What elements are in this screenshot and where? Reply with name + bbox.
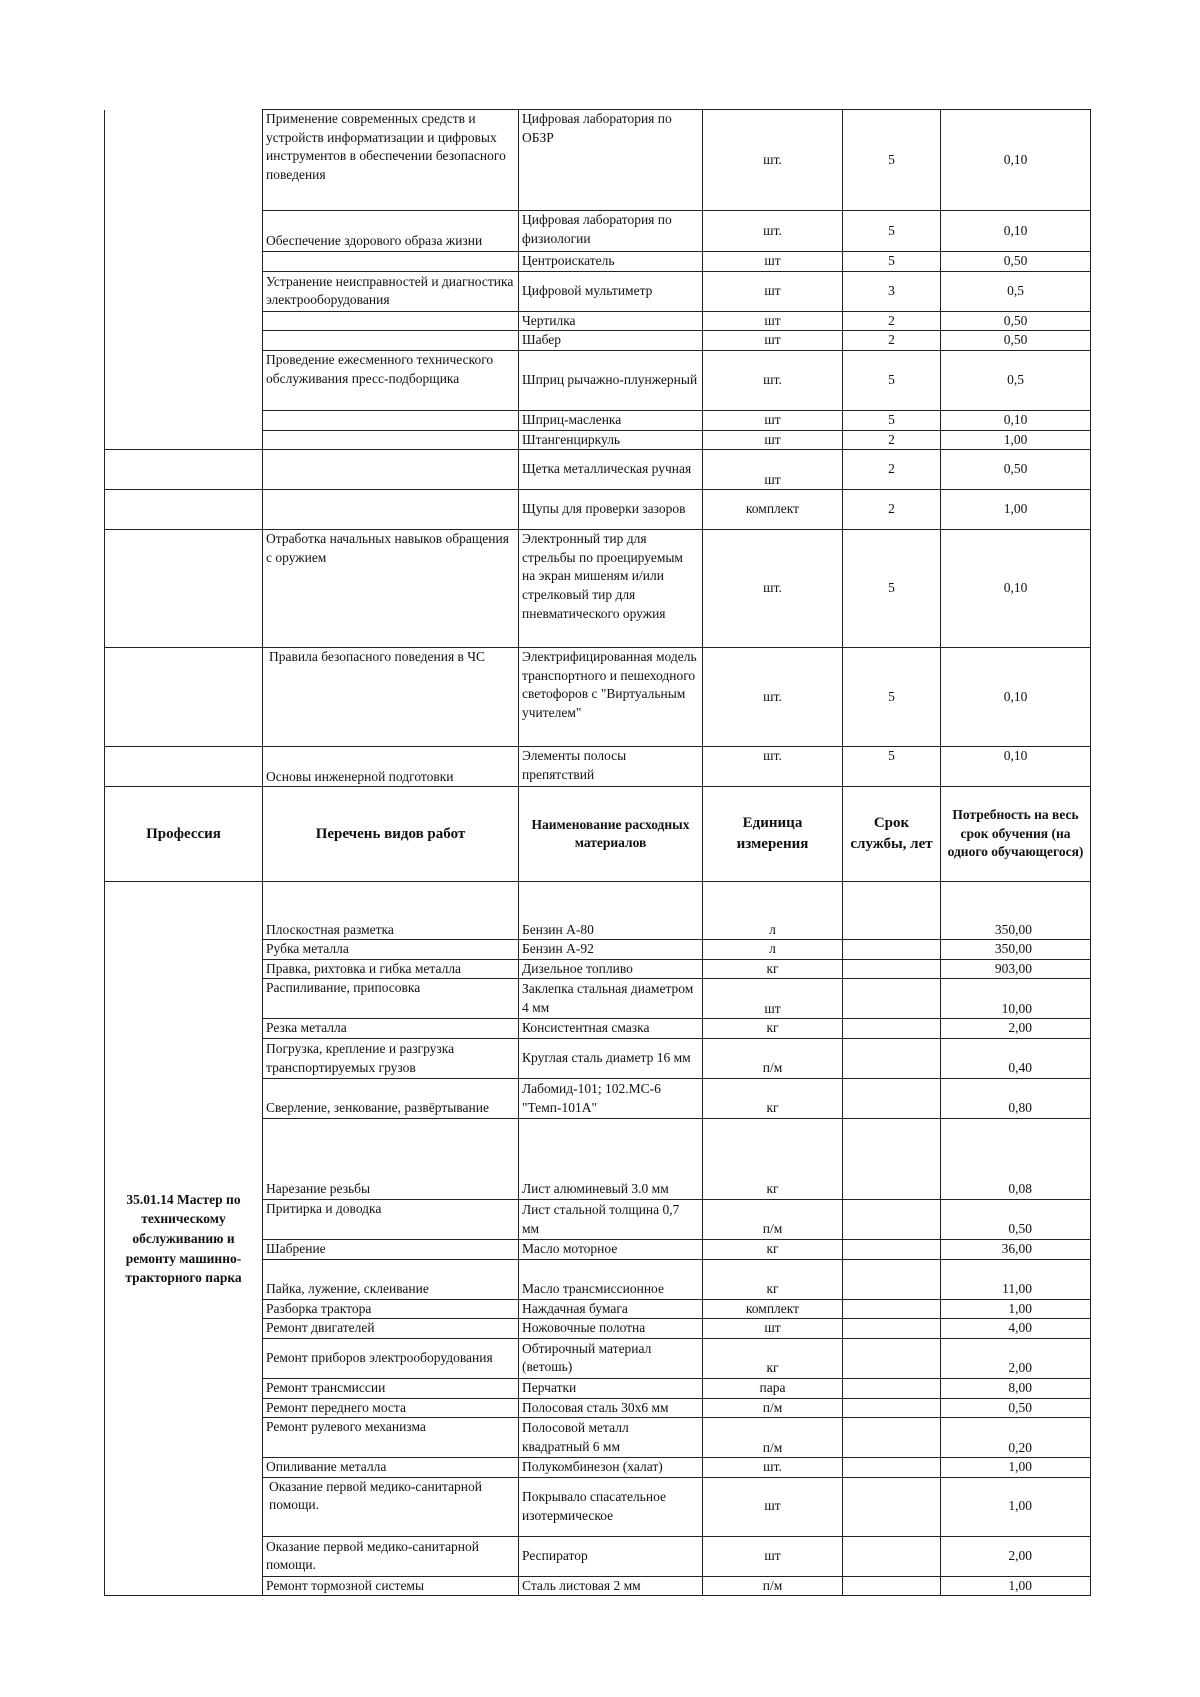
materials-table — [104, 109, 1091, 1596]
need-cell: 1,00 — [941, 490, 1091, 530]
work-cell: Распиливание, припосовка — [263, 979, 519, 1019]
unit-cell: шт — [703, 450, 843, 490]
need-cell: 0,5 — [941, 350, 1091, 410]
work-cell: Устранение неисправностей и диагностика электрооборудования — [263, 271, 519, 311]
work-cell: Оказание первой медико-санитарной помощи. — [263, 1536, 519, 1576]
profession-cell-empty — [105, 450, 263, 490]
need-cell: 0,40 — [941, 1039, 1091, 1079]
material-cell: Штангенциркуль — [519, 430, 703, 450]
term-cell-empty — [843, 1039, 941, 1079]
unit-cell: шт — [703, 1319, 843, 1339]
work-cell: Ремонт переднего моста — [263, 1398, 519, 1418]
material-cell: Бензин А-92 — [519, 940, 703, 960]
material-cell: Круглая сталь диаметр 16 мм — [519, 1039, 703, 1079]
term-cell: 5 — [843, 410, 941, 430]
material-cell: Полукомбинезон (халат) — [519, 1458, 703, 1478]
material-cell: Ножовочные полотна — [519, 1319, 703, 1339]
material-cell: Чертилка — [519, 311, 703, 331]
work-cell: Основы инженерной подготовки — [263, 747, 519, 787]
material-cell: Центроискатель — [519, 252, 703, 272]
unit-cell: кг — [703, 959, 843, 979]
header-materials: Наименование расходных материалов — [519, 787, 703, 882]
material-cell: Масло трансмиссионное — [519, 1259, 703, 1299]
unit-cell: комплект — [703, 490, 843, 530]
profession-cell-empty — [105, 530, 263, 648]
unit-cell: пара — [703, 1378, 843, 1398]
term-cell-empty — [843, 882, 941, 940]
need-cell: 0,10 — [941, 410, 1091, 430]
material-cell: Сталь листовая 2 мм — [519, 1576, 703, 1596]
need-cell: 350,00 — [941, 940, 1091, 960]
term-cell-empty — [843, 1398, 941, 1418]
need-cell: 0,50 — [941, 1398, 1091, 1418]
unit-cell: л — [703, 940, 843, 960]
term-cell-empty — [843, 1019, 941, 1039]
term-cell-empty — [843, 1418, 941, 1458]
need-cell: 1,00 — [941, 1576, 1091, 1596]
header-term: Срок службы, лет — [843, 787, 941, 882]
need-cell: 11,00 — [941, 1259, 1091, 1299]
work-cell — [263, 450, 519, 490]
need-cell: 0,50 — [941, 252, 1091, 272]
material-cell: Лабомид-101; 102.МС-6 "Темп-101А" — [519, 1079, 703, 1119]
table-row — [105, 530, 1091, 648]
work-cell: Правила безопасного поведения в ЧС — [263, 648, 519, 747]
material-cell: Цифровая лаборатория по ОБЗР — [519, 110, 703, 211]
profession-cell — [105, 882, 263, 1596]
work-cell: Отработка начальных навыков обращения с оружием — [263, 530, 519, 648]
work-cell: Проведение ежесменного технического обслуживания пресс-подборщика — [263, 350, 519, 410]
profession-cell-empty — [105, 747, 263, 787]
work-cell: Опиливание металла — [263, 1458, 519, 1478]
material-cell: Обтирочный материал (ветошь) — [519, 1338, 703, 1378]
table-header-row — [105, 787, 1091, 882]
unit-cell: шт. — [703, 110, 843, 211]
work-cell — [263, 311, 519, 331]
term-cell: 5 — [843, 530, 941, 648]
work-cell: Правка, рихтовка и гибка металла — [263, 959, 519, 979]
work-cell: Погрузка, крепление и разгрузка транспортируемых грузов — [263, 1039, 519, 1079]
term-cell-empty — [843, 1299, 941, 1319]
unit-cell: кг — [703, 1119, 843, 1200]
unit-cell: кг — [703, 1019, 843, 1039]
unit-cell: шт. — [703, 211, 843, 252]
work-cell: Ремонт трансмиссии — [263, 1378, 519, 1398]
material-cell: Лист алюминевый 3.0 мм — [519, 1119, 703, 1200]
unit-cell: шт. — [703, 648, 843, 747]
need-cell: 0,10 — [941, 747, 1091, 787]
need-cell: 2,00 — [941, 1338, 1091, 1378]
work-cell: Обеспечение здорового образа жизни — [263, 211, 519, 252]
need-cell: 0,50 — [941, 311, 1091, 331]
material-cell: Полосовой металл квадратный 6 мм — [519, 1418, 703, 1458]
work-cell: Шабрение — [263, 1240, 519, 1260]
table-row — [105, 450, 1091, 490]
need-cell: 4,00 — [941, 1319, 1091, 1339]
need-cell: 2,00 — [941, 1536, 1091, 1576]
need-cell: 10,00 — [941, 979, 1091, 1019]
material-cell: Бензин А-80 — [519, 882, 703, 940]
need-cell: 0,20 — [941, 1418, 1091, 1458]
unit-cell: кг — [703, 1338, 843, 1378]
need-cell: 0,10 — [941, 530, 1091, 648]
term-cell: 2 — [843, 311, 941, 331]
term-cell-empty — [843, 1477, 941, 1536]
need-cell: 0,08 — [941, 1119, 1091, 1200]
need-cell: 0,50 — [941, 331, 1091, 351]
need-cell: 1,00 — [941, 1299, 1091, 1319]
term-cell: 5 — [843, 252, 941, 272]
material-cell: Щупы для проверки зазоров — [519, 490, 703, 530]
term-cell-empty — [843, 979, 941, 1019]
work-cell: Ремонт приборов электрооборудования — [263, 1338, 519, 1378]
table-row — [105, 882, 1091, 940]
work-cell: Сверление, зенкование, развёртывание — [263, 1079, 519, 1119]
unit-cell: л — [703, 882, 843, 940]
work-cell: Ремонт рулевого механизма — [263, 1418, 519, 1458]
need-cell: 2,00 — [941, 1019, 1091, 1039]
profession-cell-empty — [105, 648, 263, 747]
material-cell: Элементы полосы препятствий — [519, 747, 703, 787]
unit-cell: шт. — [703, 747, 843, 787]
material-cell: Респиратор — [519, 1536, 703, 1576]
unit-cell: шт — [703, 1477, 843, 1536]
work-cell: Рубка металла — [263, 940, 519, 960]
material-cell: Лист стальной толщина 0,7 мм — [519, 1200, 703, 1240]
unit-cell: комплект — [703, 1299, 843, 1319]
work-cell — [263, 331, 519, 351]
term-cell: 5 — [843, 747, 941, 787]
unit-cell: шт — [703, 430, 843, 450]
need-cell: 0,10 — [941, 211, 1091, 252]
work-cell: Разборка трактора — [263, 1299, 519, 1319]
unit-cell: п/м — [703, 1200, 843, 1240]
material-cell: Цифровая лаборатория по физиологии — [519, 211, 703, 252]
material-cell: Шабер — [519, 331, 703, 351]
need-cell: 0,50 — [941, 1200, 1091, 1240]
term-cell: 2 — [843, 331, 941, 351]
term-cell: 5 — [843, 211, 941, 252]
unit-cell: шт — [703, 1536, 843, 1576]
table-row — [105, 490, 1091, 530]
term-cell: 2 — [843, 430, 941, 450]
profession-cell-empty — [105, 490, 263, 530]
need-cell: 8,00 — [941, 1378, 1091, 1398]
work-cell: Притирка и доводка — [263, 1200, 519, 1240]
material-cell: Цифровой мультиметр — [519, 271, 703, 311]
need-cell: 0,10 — [941, 110, 1091, 211]
material-cell: Консистентная смазка — [519, 1019, 703, 1039]
term-cell-empty — [843, 1576, 941, 1596]
term-cell-empty — [843, 1458, 941, 1478]
term-cell-empty — [843, 1319, 941, 1339]
header-unit: Единица измерения — [703, 787, 843, 882]
need-cell: 0,10 — [941, 648, 1091, 747]
term-cell: 5 — [843, 350, 941, 410]
unit-cell: кг — [703, 1259, 843, 1299]
material-cell: Перчатки — [519, 1378, 703, 1398]
term-cell-empty — [843, 1200, 941, 1240]
term-cell: 2 — [843, 450, 941, 490]
material-cell: Полосовая сталь 30х6 мм — [519, 1398, 703, 1418]
material-cell: Заклепка стальная диаметром 4 мм — [519, 979, 703, 1019]
work-cell: Применение современных средств и устройств информатизации и цифровых инструментов в обеспечении безопасного поведения — [263, 110, 519, 211]
work-cell — [263, 410, 519, 430]
material-cell: Электронный тир для стрельбы по проецируемым на экран мишеням и/или стрелковый тир для пневматического оружия — [519, 530, 703, 648]
profession-cell-empty — [105, 110, 263, 450]
term-cell: 2 — [843, 490, 941, 530]
term-cell-empty — [843, 1338, 941, 1378]
need-cell: 1,00 — [941, 1477, 1091, 1536]
need-cell: 1,00 — [941, 430, 1091, 450]
need-cell: 350,00 — [941, 882, 1091, 940]
unit-cell: шт — [703, 979, 843, 1019]
profession-title: 35.01.14 Мастер по техническому обслуживанию и ремонту машинно-тракторного парка — [125, 1191, 242, 1286]
unit-cell: шт. — [703, 1458, 843, 1478]
term-cell: 5 — [843, 110, 941, 211]
work-cell — [263, 430, 519, 450]
unit-cell: п/м — [703, 1576, 843, 1596]
need-cell: 0,5 — [941, 271, 1091, 311]
term-cell-empty — [843, 1240, 941, 1260]
unit-cell: п/м — [703, 1039, 843, 1079]
term-cell-empty — [843, 1536, 941, 1576]
term-cell: 3 — [843, 271, 941, 311]
work-cell: Плоскостная разметка — [263, 882, 519, 940]
material-cell: Дизельное топливо — [519, 959, 703, 979]
need-cell: 0,80 — [941, 1079, 1091, 1119]
work-cell: Оказание первой медико-санитарной помощи. — [263, 1477, 519, 1536]
work-cell — [263, 490, 519, 530]
term-cell-empty — [843, 940, 941, 960]
work-cell: Ремонт тормозной системы — [263, 1576, 519, 1596]
material-cell: Масло моторное — [519, 1240, 703, 1260]
work-cell: Нарезание резьбы — [263, 1119, 519, 1200]
table-row — [105, 747, 1091, 787]
unit-cell: шт — [703, 410, 843, 430]
unit-cell: кг — [703, 1079, 843, 1119]
work-cell: Ремонт двигателей — [263, 1319, 519, 1339]
unit-cell: п/м — [703, 1398, 843, 1418]
need-cell: 0,50 — [941, 450, 1091, 490]
need-cell: 36,00 — [941, 1240, 1091, 1260]
material-cell: Наждачная бумага — [519, 1299, 703, 1319]
unit-cell: шт — [703, 331, 843, 351]
unit-cell: шт. — [703, 530, 843, 648]
table-row — [105, 648, 1091, 747]
header-need: Потребность на весь срок обучения (на одного обучающегося) — [941, 787, 1091, 882]
material-cell: Щетка металлическая ручная — [519, 450, 703, 490]
material-cell: Покрывало спасательное изотермическое — [519, 1477, 703, 1536]
material-cell: Шприц рычажно-плунжерный — [519, 350, 703, 410]
term-cell: 5 — [843, 648, 941, 747]
term-cell-empty — [843, 1378, 941, 1398]
unit-cell: шт — [703, 311, 843, 331]
table-row — [105, 110, 1091, 211]
work-cell: Пайка, лужение, склеивание — [263, 1259, 519, 1299]
unit-cell: шт. — [703, 350, 843, 410]
unit-cell: п/м — [703, 1418, 843, 1458]
header-works: Перечень видов работ — [263, 787, 519, 882]
term-cell-empty — [843, 1119, 941, 1200]
work-cell — [263, 252, 519, 272]
material-cell: Шприц-масленка — [519, 410, 703, 430]
term-cell-empty — [843, 959, 941, 979]
need-cell: 1,00 — [941, 1458, 1091, 1478]
header-profession: Профессия — [105, 787, 263, 882]
term-cell-empty — [843, 1079, 941, 1119]
work-cell: Резка металла — [263, 1019, 519, 1039]
term-cell-empty — [843, 1259, 941, 1299]
unit-cell: кг — [703, 1240, 843, 1260]
need-cell: 903,00 — [941, 959, 1091, 979]
unit-cell: шт — [703, 252, 843, 272]
unit-cell: шт — [703, 271, 843, 311]
material-cell: Электрифицированная модель транспортного и пешеходного светофоров с "Виртуальным учителем" — [519, 648, 703, 747]
